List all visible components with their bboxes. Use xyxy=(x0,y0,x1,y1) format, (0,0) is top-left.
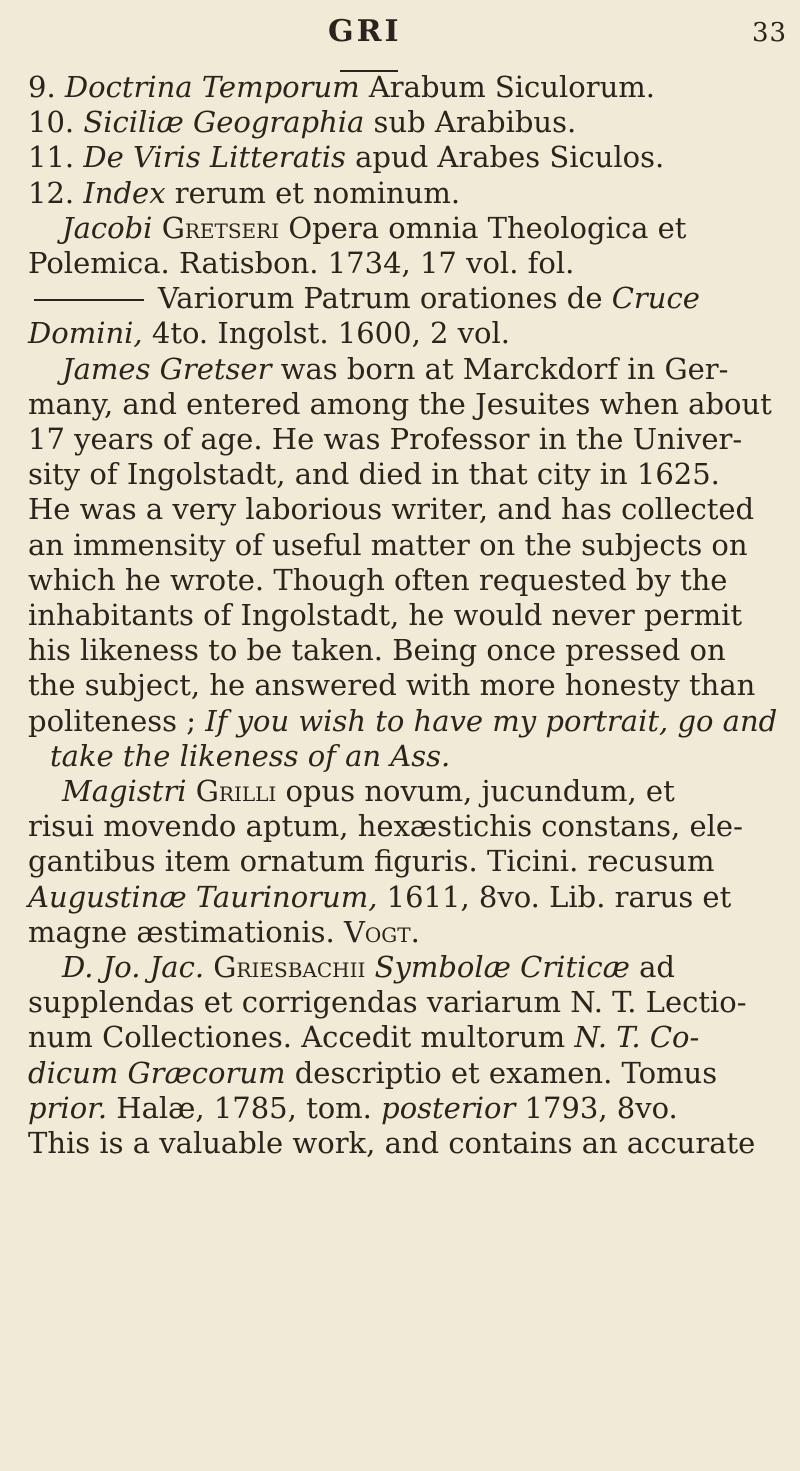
text-line: an immensity of useful matter on the subjects on xyxy=(28,527,748,562)
text-line: gantibus item ornatum figuris. Ticini. recusum xyxy=(28,844,715,879)
text-line: He was a very laborious writer, and has collected xyxy=(28,492,755,527)
text-line: his likeness to be taken. Being once pressed on xyxy=(28,633,726,668)
text-line: Jacobi Gretseri Opera omnia Theologica et xyxy=(62,210,687,245)
text-line: num Collectiones. Accedit multorum N. T. Co- xyxy=(28,1020,700,1055)
text-line: Magistri Grilli opus novum, jucundum, et xyxy=(62,774,675,809)
text-line: inhabitants of Ingolstadt, he would never permit xyxy=(28,598,743,633)
text-line: Domini, 4to. Ingolst. 1600, 2 vol. xyxy=(28,316,511,351)
text-line: many, and entered among the Jesuites when about xyxy=(28,386,772,421)
ditto-dash xyxy=(34,299,144,301)
text-line: D. Jo. Jac. Griesbachii Symbolæ Criticæ ad xyxy=(62,950,675,985)
text-line: This is a valuable work, and contains an accurate xyxy=(28,1126,756,1161)
text-line: the subject, he answered with more honesty than xyxy=(28,668,756,703)
page-header xyxy=(0,14,800,50)
text-line: magne æstimationis. Vogt. xyxy=(28,914,420,949)
text-line: 12. Index rerum et nominum. xyxy=(28,175,461,210)
page-number: 33 xyxy=(752,18,788,48)
body-text xyxy=(28,70,798,1161)
text-line: supplendas et corrigendas variarum N. T. Lectio- xyxy=(28,985,747,1020)
text-line: 17 years of age. He was Professor in the Univer- xyxy=(28,422,743,457)
text-line: Variorum Patrum orationes de Cruce xyxy=(28,281,798,316)
text-line: 10. Siciliæ Geographia sub Arabibus. xyxy=(28,105,577,140)
text-line: Augustinæ Taurinorum, 1611, 8vo. Lib. rarus et xyxy=(28,879,732,914)
text-line: dicum Græcorum descriptio et examen. Tomus xyxy=(28,1055,718,1090)
text-line: 9. Doctrina Temporum Arabum Siculorum. xyxy=(28,70,655,104)
text-line: risui movendo aptum, hexæstichis constans, ele- xyxy=(28,809,743,844)
text-line: prior. Halæ, 1785, tom. posterior 1793, 8vo. xyxy=(28,1090,678,1125)
text-line: which he wrote. Though often requested by the xyxy=(28,562,728,597)
text-line: James Gretser was born at Marckdorf in Ger- xyxy=(62,351,729,386)
text-line: take the likeness of an Ass. xyxy=(50,738,451,773)
running-head: GRI xyxy=(328,14,402,49)
text-line: 11. De Viris Litteratis apud Arabes Siculos. xyxy=(28,140,665,175)
text-line: Polemica. Ratisbon. 1734, 17 vol. fol. xyxy=(28,246,575,281)
text-line: sity of Ingolstadt, and died in that city in 1625. xyxy=(28,457,720,492)
text-line: politeness ; If you wish to have my portrait, go and xyxy=(28,703,778,738)
